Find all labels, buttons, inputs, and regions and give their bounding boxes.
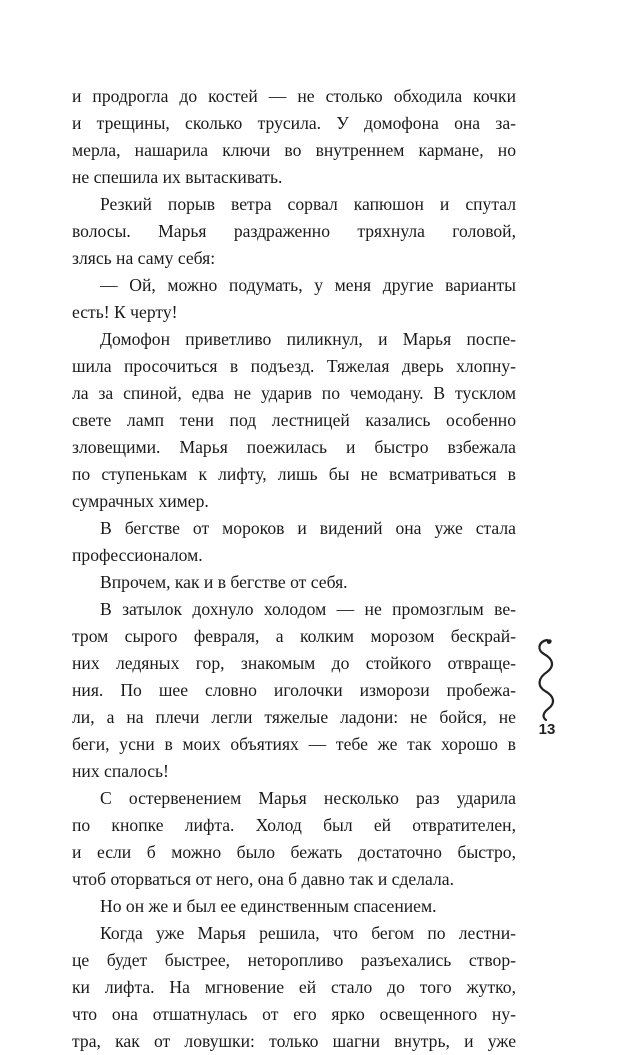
body-text (72, 83, 516, 1055)
text-line: волосы. Марья раздраженно тряхнула головой, (72, 221, 516, 241)
text-line: ки лифта. На мгновение ей стало до того жутко, (72, 977, 516, 997)
text-line: Домофон приветливо пиликнул, и Марья поспе- (100, 329, 516, 349)
text-line: Резкий порыв ветра сорвал капюшон и спутал (100, 194, 516, 214)
page-number: 13 (538, 721, 556, 738)
text-line: шила просочиться в подъезд. Тяжелая дверь хлопну- (72, 356, 516, 376)
text-line: Когда уже Марья решила, что бегом по лестни- (100, 923, 516, 943)
text-line: тром сырого февраля, а колким морозом бескрай- (72, 626, 516, 646)
text-line: злясь на саму себя: (72, 248, 216, 268)
text-line: ли, а на плечи легли тяжелые ладони: не бойся, не (72, 707, 516, 727)
text-line: тра, как от ловушки: только шагни внутрь, и уже (72, 1031, 516, 1051)
text-line: В бегстве от мороков и видений она уже стала (100, 518, 516, 538)
text-line: и продрогла до костей — не столько обходила кочки (72, 86, 516, 106)
text-line: зловещими. Марья поежилась и быстро взбежала (72, 437, 516, 457)
text-line: них спалось! (72, 761, 169, 781)
text-line: есть! К черту! (72, 302, 178, 322)
text-line: и если б можно было бежать достаточно быстро, (72, 842, 516, 862)
text-line: них ледяных гор, знакомым до стойкого отвраще- (72, 653, 516, 673)
text-line: и трещины, сколько трусила. У домофона она за- (72, 113, 516, 133)
text-line: — Ой, можно подумать, у меня другие варианты (100, 275, 516, 295)
text-line: профессионалом. (72, 545, 203, 565)
text-line: что она отшатнулась от его ярко освещенного ну- (72, 1004, 516, 1024)
text-line: ла за спиной, едва не ударив по чемодану. В тусклом (72, 383, 516, 403)
text-line: чтоб оторваться от него, она б давно так и сделала. (72, 869, 454, 889)
text-line: сумрачных химер. (72, 491, 209, 511)
text-line: свете ламп тени под лестницей казались особенно (72, 410, 516, 430)
text-line: Впрочем, как и в бегстве от себя. (100, 572, 348, 592)
text-line: В затылок дохнуло холодом — не промозглым ве- (100, 599, 516, 619)
text-line: мерла, нашарила ключи во внутреннем кармане, но (72, 140, 516, 160)
text-line: Но он же и был ее единственным спасением. (100, 896, 437, 916)
snake-ornament-icon (529, 636, 565, 722)
text-line: це будет быстрее, неторопливо разъехались створ- (72, 950, 516, 970)
text-line: беги, усни в моих объятиях — тебе же так хорошо в (72, 734, 516, 754)
text-line: по кнопке лифта. Холод был ей отвратителен, (72, 815, 516, 835)
text-line: по ступенькам к лифту, лишь бы не всматриваться в (72, 464, 516, 484)
text-line: С остервенением Марья несколько раз ударила (100, 788, 516, 808)
text-line: не спешила их вытаскивать. (72, 167, 283, 187)
text-line: ния. По шее словно иголочки изморози пробежа- (72, 680, 516, 700)
